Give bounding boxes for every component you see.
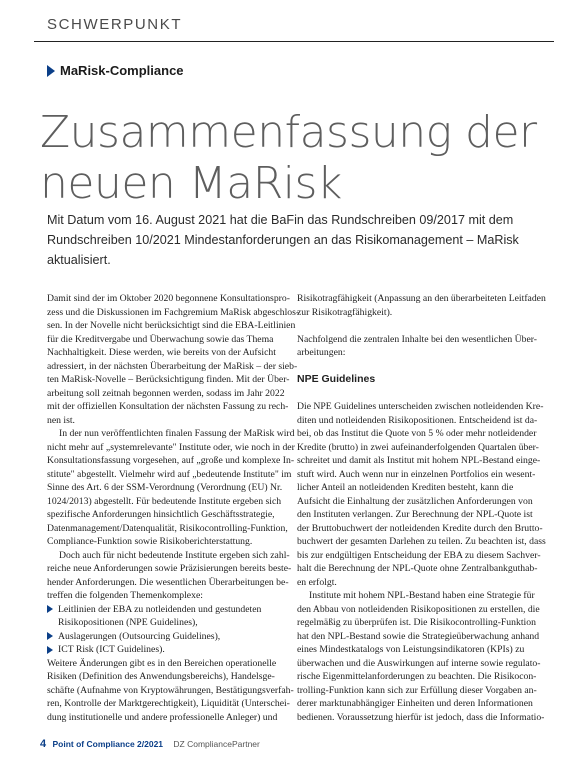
lead-line: Rundschreiben 10/2021 Mindestanforderungen an das Risikomanagement – MaRisk [47,233,519,247]
triangle-bullet-icon [47,605,53,613]
text-line: treffen die folgenden Themenkomplexe: [47,590,203,601]
paragraph-1 [47,292,300,427]
paragraph-3 [47,549,292,603]
lead-line: Mit Datum vom 16. August 2021 hat die BaFin das Rundschreiben 09/2017 mit dem [47,213,514,227]
text-line: Compliance-Funktion sowie Risikoberichterstattung. [47,536,253,547]
list-item-continuation: Risikopositionen (NPE Guidelines), [58,617,198,628]
list-item [47,643,287,657]
text-line: stitute" abgestellt. Vielmehr wird auf „bedeutende Institute" im [47,468,292,480]
text-line: für die Kreditvergabe und Überwachung sowie das Thema [47,333,274,345]
text-line: Konsultationsfassung vorgesehen, auf „große und komplexe In- [47,455,295,466]
text-line: buchwert der gesamten Darlehen zu teilen. Zu beachten ist, dass [297,536,546,547]
text-line: Risiken (Definition des Anwendungsbereichs), Handelsge- [47,671,275,682]
text-line: Kredite (brutto) in zwei aufeinanderfolgenden Quartalen über- [297,441,539,453]
lead-paragraph [47,210,547,270]
kicker-text: MaRisk-Compliance [60,63,184,78]
text-line: halt die Berechnung der NPL-Quote ohne Zentralbankguthab- [297,563,538,574]
list-item-text: Auslagerungen (Outsourcing Guidelines), [58,630,221,642]
text-line: hender Anforderungen. Die wesentlichen Überarbeitungen be- [47,576,289,588]
text-line: nen ist. [47,414,75,426]
text-line: den Abbau von notleidenden Risikopositionen zu erstellen, die [297,603,540,615]
list-item [47,630,287,644]
headline-line: Zusammenfassung der [40,107,537,158]
paragraph-4 [47,657,294,725]
triangle-bullet-icon [47,65,55,77]
text-line: reiche neue Anforderungen sowie Präzisierungen bereits beste- [47,563,292,574]
text-line: adressiert, in der nächsten Überarbeitung der MaRisk – der sieb- [47,360,298,372]
text-line: Damit sind der im Oktober 2020 begonnene Konsultationspro- [47,293,290,304]
paragraph-2 [297,333,537,360]
text-line: der Bruttobuchwert der notleidenden Kredite durch den Brutto- [297,522,543,534]
text-line: Aufsicht die Einhaltung der zusätzlichen Anforderungen von [297,495,533,507]
triangle-bullet-icon [47,632,53,640]
partner-name: DZ CompliancePartner [173,739,260,749]
text-line: rische Eigenmittelanforderungen zu beachten. Die Risikocon- [297,671,537,682]
text-line: Risikotragfähigkeit (Anpassung an den überarbeiteten Leitfaden [297,293,546,304]
text-line: Institute mit hohem NPL-Bestand haben eine Strategie für [309,590,535,601]
header-rule [34,41,554,42]
page-number: 4 [40,738,47,750]
subheading: NPE Guidelines [297,373,376,385]
text-line: bedienen. Voraussetzung hierfür ist jedoch, dass die Informatio- [297,711,545,723]
triangle-bullet-icon [47,646,53,654]
text-line: Doch auch für nicht bedeutende Institute ergeben sich zahl- [59,549,290,561]
text-line: eines Mindestkatalogs von Leistungsindikatoren (KPIs) zu [297,644,525,655]
spacer [297,387,537,401]
text-line: arbeitung soll zeitnah begonnen werden, sodass im Jahr 2022 [47,387,285,399]
text-line: spezifische Anforderungen hinsichtlich Geschäftsstrategie, [47,509,275,520]
text-line: regelmäßig zu überprüfen ist. Die Risikocontrolling-Funktion [297,617,536,628]
publication-name: Point of Compliance 2/2021 [52,739,164,749]
list-item-text: ICT Risk (ICT Guidelines). [58,644,165,655]
lead-line: aktualisiert. [47,253,111,267]
text-line: schreitet und damit als Institut mit hohem NPL-Bestand einge- [297,455,541,466]
text-line: Weitere Änderungen gibt es in den Bereichen operationelle [47,657,277,669]
page-footer [40,738,260,750]
text-line: sen. In der Novelle nicht berücksichtigt sind die EBA-Leitlinien [47,320,296,331]
list-item [47,603,287,617]
text-line: überwachen und die Auswirkungen auf interne sowie regulato- [297,657,541,669]
text-line: trolling-Funktion kann sich zur Erfüllung dieser Vorgaben an- [297,684,537,696]
text-line: stuft wird. Auch wenn nur in einzelnen Portfolios ein wesent- [297,468,536,480]
text-line: nicht mehr auf „systemrelevante" Institute oder, wie noch in der [47,441,295,453]
text-line: arbeitungen: [297,347,346,358]
text-line: In der nun veröffentlichten finalen Fassung der MaRisk wird [59,428,295,439]
text-line: diten und notleidenden Risikopositionen. Entscheidend ist da- [297,414,538,426]
text-line: Nachhaltigkeit. Diese werden, wie bereits von der Aufsicht [47,347,276,358]
headline [40,107,540,209]
left-column [47,292,300,724]
text-line: Sinne des Art. 6 der SSM-Verordnung (Verordnung (EU) Nr. [47,482,283,493]
headline-line: neuen MaRisk [40,158,342,209]
list-item-text: Leitlinien der EBA zu notleidenden und gestundeten [58,603,262,615]
text-line: Datenmanagement/Datenqualität, Risikocontrolling-Funktion, [47,522,288,534]
text-line: mit der offiziellen Konsultation der nächsten Fassung zu rech- [47,401,289,412]
text-line: schäfte (Aufnahme von Kryptowährungen, Bestätigungsverfah- [47,684,294,696]
text-line: zess und die Diskussionen im Fachgremium MaRisk abgeschlos- [47,306,300,318]
text-line: ren, Kontrolle der Marktgerechtigkeit), Liquidität (Unterschei- [47,698,290,709]
text-line: licher Anteil an notleidenden Krediten besteht, kann die [297,482,514,493]
text-line: bis zur endgültigen Entscheidung der EBA zu diesem Sachver- [297,549,541,561]
bullet-list [47,603,287,657]
text-line: derer marktunabhängiger Einheiten und deren Informationen [297,698,533,709]
text-line: dung institutionelle und andere professionelle Anleger) und [47,711,278,723]
section-label: SCHWERPUNKT [47,16,183,33]
right-column [297,292,546,724]
text-line: Die NPE Guidelines unterscheiden zwischen notleidenden Kre- [297,401,544,412]
spacer [297,319,537,333]
text-line: hat den NPL-Bestand sowie die Strategieüberwachung anhand [297,630,540,642]
text-line: ten MaRisk-Novelle – Berücksichtigung finden. Mit der Über- [47,374,290,385]
paragraph-4 [297,589,545,724]
text-line: Nachfolgend die zentralen Inhalte bei den wesentlichen Über- [297,333,538,345]
paragraph-1 [297,292,546,319]
paragraph-2 [47,427,295,549]
text-line: en erfolgt. [297,576,337,588]
paragraph-3 [297,400,546,589]
text-line: den Instituten verlangen. Zur Berechnung der NPL-Quote ist [297,509,533,520]
text-line: zur Risikotragfähigkeit). [297,306,393,318]
text-line: bei, ob das Institut die Quote von 5 % oder mehr notleidender [297,428,537,439]
kicker [47,63,184,78]
spacer [297,360,537,374]
text-line: 1024/2013) abgestellt. Für bedeutende Institute ergeben sich [47,495,282,507]
